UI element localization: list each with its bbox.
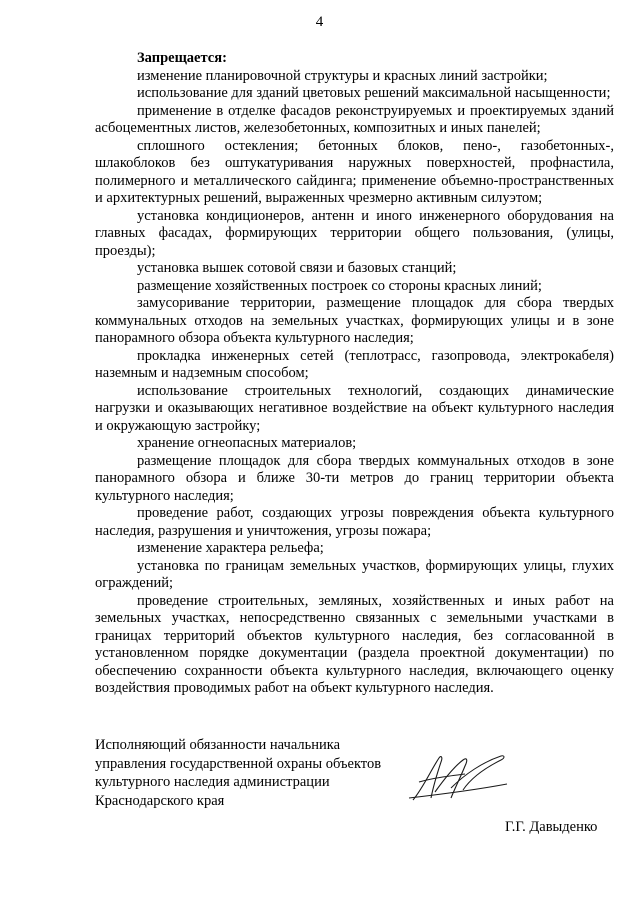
prohibition-item: установка кондиционеров, антенн и иного инженерного оборудования на главных фасадах, формирующих территории общего пользования, (улицы, проезды); [95, 207, 614, 259]
signatory-title-line: управления государственной охраны объектов [95, 755, 382, 772]
signatory-title [95, 736, 614, 810]
prohibition-item: изменение планировочной структуры и красных линий застройки; [137, 67, 548, 84]
prohibition-item: размещение площадок для сбора твердых коммунальных отходов в зоне панорамного обзора и ближе 30-ти метров до границ территории объекта культурного наследия; [95, 452, 614, 504]
prohibition-item: установка по границам земельных участков, формирующих улицы, глухих ограждений; [95, 557, 614, 591]
prohibition-item: прокладка инженерных сетей (теплотрасс, газопровода, электрокабеля) наземным и надземным способом; [95, 347, 614, 381]
prohibition-item: установка вышек сотовой связи и базовых станций; [137, 260, 457, 276]
prohibition-item: проведение строительных, земляных, хозяйственных и иных работ на земельных участках, непосредственно связанных с земельными участками в границах территорий объектов культурного наследия, без согласованной в установленном порядке документации (раздела проектной документации) по обеспечению сохранности объекта культурного наследия, включающего оценку воздействия проводимых работ на объект культурного наследия. [95, 592, 614, 696]
document-body [95, 50, 614, 698]
signatory-title-line: Исполняющий обязанности начальника [95, 737, 341, 753]
prohibition-item: сплошного остекления; бетонных блоков, пено-, газобетонных-, шлакоблоков без оштукатуривания наружных поверхностей, профнастила, полимерного и металлического сайдинга; применение объемно-пространственных и архитектурных решений, выраженных чрезмерно активным силуэтом; [95, 137, 614, 206]
prohibition-item: проведение работ, создающих угрозы повреждения объекта культурного наследия, разрушения и уничтожения, угрозы пожара; [95, 505, 614, 539]
prohibition-item: размещение хозяйственных построек со стороны красных линий; [137, 277, 542, 294]
prohibition-item: изменение характера рельефа; [137, 540, 324, 556]
prohibition-item: использование для зданий цветовых решений максимальной насыщенности; [137, 85, 611, 101]
handwritten-signature [405, 748, 510, 808]
prohibition-item: хранение огнеопасных материалов; [137, 435, 357, 451]
section-heading: Запрещается: [137, 50, 227, 66]
page-number: 4 [315, 14, 324, 30]
signatory-name: Г.Г. Давыденко [505, 819, 598, 835]
prohibition-item: применение в отделке фасадов реконструируемых и проектируемых зданий асбоцементных листов, железобетонных, композитных и иных панелей; [95, 102, 614, 136]
signatory-title-line: культурного наследия администрации [95, 774, 330, 790]
prohibition-item: использование строительных технологий, создающих динамические нагрузки и оказывающих негативное воздействие на объект культурного наследия и окружающую застройку; [95, 382, 614, 434]
signatory-title-line: Краснодарского края [95, 792, 225, 809]
prohibition-item: замусоривание территории, размещение площадок для сбора твердых коммунальных отходов на земельных участках, формирующих улицы и в зоне панорамного обзора объекта культурного наследия; [95, 295, 614, 346]
